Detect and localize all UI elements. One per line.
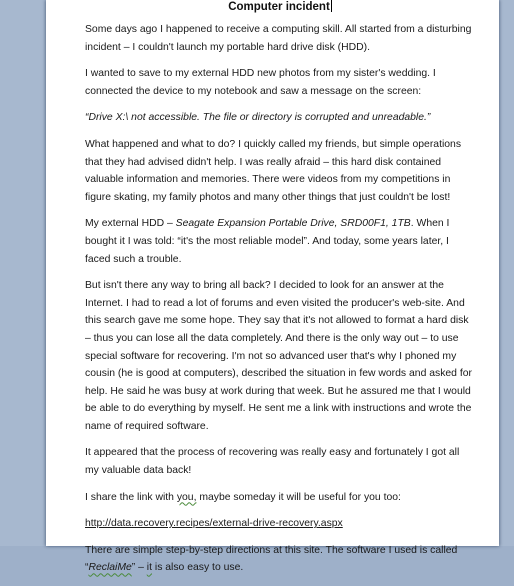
p10-part-e: is also easy to use. bbox=[152, 562, 244, 574]
p8-part-c: maybe someday it will be useful for you too: bbox=[196, 491, 401, 503]
p10-part-a: There are simple step-by-step directions at this site. The software I used is called “ bbox=[85, 544, 458, 574]
p5-part-a: My external HDD – bbox=[85, 218, 176, 230]
p5-part-c: . When I bought it I was told: “it's the most reliable model”. And today, some years later, I faced such a trouble. bbox=[85, 218, 450, 265]
text-cursor bbox=[331, 0, 332, 12]
p5-drive-model: Seagate Expansion Portable Drive, SRD00F1, 1TB bbox=[175, 218, 411, 230]
paragraph-4: What happened and what to do? I quickly called my friends, but simple operations that they had advised didn't help. I was really afraid – this hard disk contained valuable information and memories. There were videos from my competitions in figure skating, my family photos and many other things that just couldn't be lost! bbox=[85, 138, 462, 203]
paragraph-8 bbox=[85, 489, 475, 507]
paragraph-1: Some days ago I happened to receive a computing skill. All started from a disturbing incident – I couldn't launch my portable hard drive disk (HDD). bbox=[85, 24, 472, 53]
paragraph-9 bbox=[85, 515, 475, 533]
title-text: Computer incident bbox=[228, 1, 330, 13]
document-title bbox=[85, 0, 475, 17]
paragraph-10 bbox=[85, 542, 475, 577]
paragraph-5 bbox=[85, 215, 475, 268]
document-page[interactable] bbox=[46, 0, 499, 574]
p10-grammar-flag: it bbox=[146, 562, 152, 574]
paragraph-2: I wanted to save to my external HDD new photos from my sister's wedding. I connected the device to my notebook and saw a message on the screen: bbox=[85, 68, 436, 97]
document-body[interactable] bbox=[85, 0, 475, 586]
p8-grammar-flag: you, bbox=[176, 491, 197, 503]
p10-part-c: ” – bbox=[131, 562, 147, 574]
paragraph-7: It appeared that the process of recovering was really easy and fortunately I got all my valuable data back! bbox=[85, 447, 460, 477]
paragraph-6: But isn't there any way to bring all back? I decided to look for an answer at the Internet. I had to read a lot of forums and even visited the producer's web-site. And this search gave me some hope. They say that it's not allowed to format a hard disk – thus you can lose all the data completely. And there is the only way out – to use special software for recovering. I'm not so advanced user that's why I phoned my cousin (he is good at computers), described the situation in few words and asked for help. He said he was busy at work during that week. But he assured me that I would be able to do everything by myself. He sent me a link with instructions and wrote the name of required software. bbox=[85, 280, 472, 432]
recovery-link[interactable]: http://data.recovery.recipes/external-drive-recovery.aspx bbox=[85, 518, 343, 530]
p10-software-name: ReclaiMe bbox=[88, 562, 132, 574]
paragraph-3-error-quote: “Drive X:\ not accessible. The file or directory is corrupted and unreadable.” bbox=[85, 112, 431, 124]
p8-part-a: I share the link with bbox=[85, 491, 177, 503]
